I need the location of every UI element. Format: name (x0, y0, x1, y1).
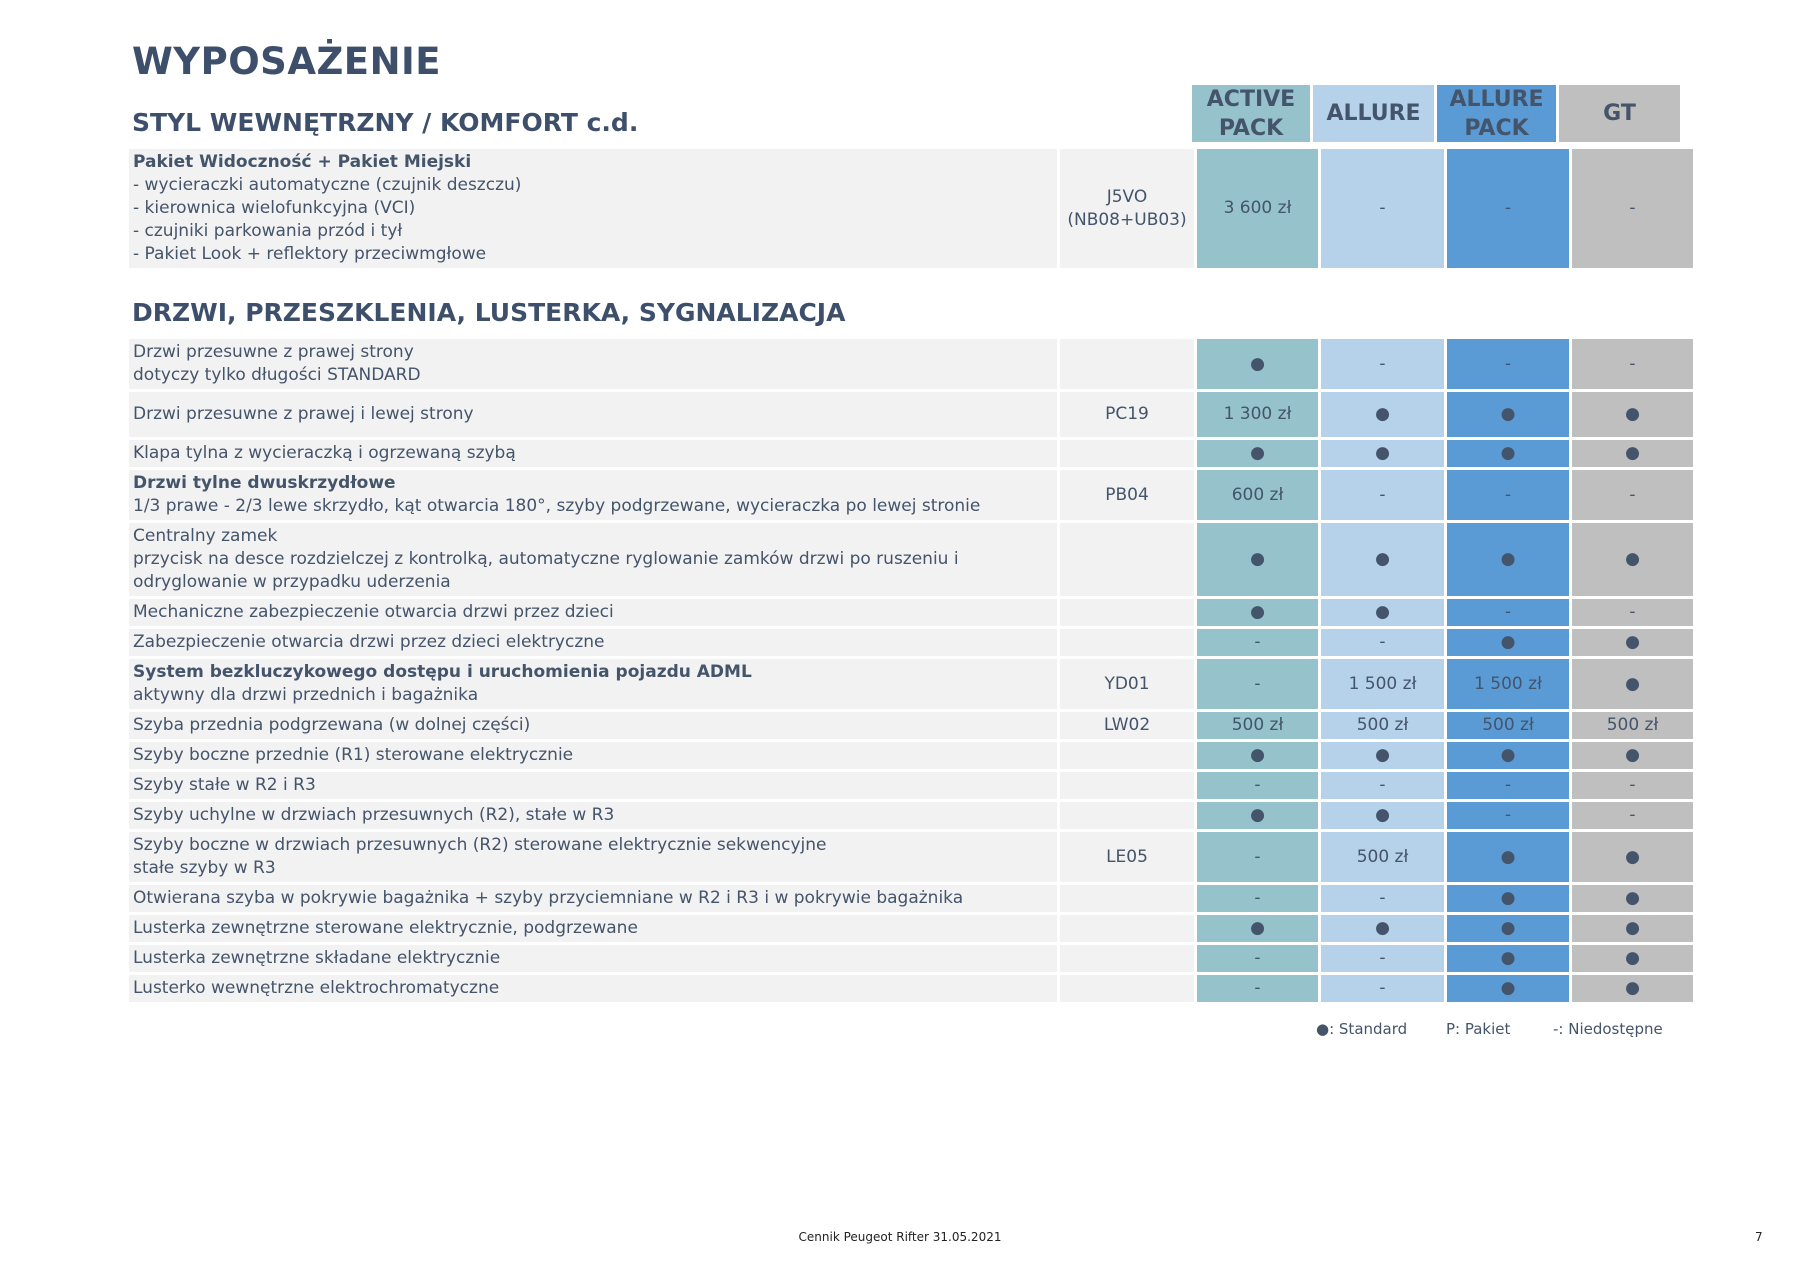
value-allure: - (1320, 338, 1446, 391)
feature-line: Pakiet Widoczność + Pakiet Miejski (133, 152, 472, 172)
option-code (1059, 598, 1196, 628)
feature-description (128, 831, 1059, 884)
value-gt: ● (1571, 391, 1695, 439)
value-gt: 500 zł (1571, 711, 1695, 741)
table-row (128, 711, 1695, 741)
option-code (1059, 884, 1196, 914)
value-gt: - (1571, 801, 1695, 831)
feature-line: Szyby stałe w R2 i R3 (133, 775, 316, 795)
value-allure: ● (1320, 741, 1446, 771)
feature-description (128, 439, 1059, 469)
value-active-pack: - (1196, 974, 1320, 1004)
value-gt: ● (1571, 522, 1695, 598)
value-active-pack: - (1196, 771, 1320, 801)
option-code: PC19 (1059, 391, 1196, 439)
value-allure-pack: 1 500 zł (1446, 658, 1571, 711)
value-allure: - (1320, 974, 1446, 1004)
value-allure: ● (1320, 598, 1446, 628)
value-gt: ● (1571, 831, 1695, 884)
value-allure: ● (1320, 914, 1446, 944)
feature-line: Lusterka zewnętrzne składane elektrycznie (133, 948, 501, 968)
value-active-pack: 1 300 zł (1196, 391, 1320, 439)
feature-description (128, 598, 1059, 628)
value-active-pack: ● (1196, 598, 1320, 628)
legend-standard: ●: Standard (1316, 1020, 1408, 1038)
table-row (128, 944, 1695, 974)
feature-line: - czujniki parkowania przód i tył (133, 221, 403, 241)
value-allure-pack: ● (1446, 974, 1571, 1004)
feature-description (128, 391, 1059, 439)
feature-description (128, 711, 1059, 741)
page-number: 7 (1755, 1230, 1763, 1244)
option-code: LE05 (1059, 831, 1196, 884)
feature-description (128, 914, 1059, 944)
feature-line: Szyby boczne przednie (R1) sterowane elektrycznie (133, 745, 574, 765)
value-allure: - (1320, 628, 1446, 658)
option-code: J5VO (NB08+UB03) (1059, 148, 1196, 270)
trim-allure-pack: ALLURE PACK (1437, 85, 1559, 142)
feature-line: Drzwi przesuwne z prawej strony (133, 342, 414, 362)
table-row (128, 439, 1695, 469)
feature-line: odryglowanie w przypadku uderzenia (133, 572, 451, 592)
feature-line: Klapa tylna z wycieraczką i ogrzewaną szybą (133, 443, 516, 463)
feature-line: Szyby boczne w drzwiach przesuwnych (R2) sterowane elektrycznie sekwencyjne (133, 835, 827, 855)
value-allure-pack: ● (1446, 944, 1571, 974)
value-allure: ● (1320, 522, 1446, 598)
value-active-pack: - (1196, 628, 1320, 658)
feature-description (128, 974, 1059, 1004)
value-allure: - (1320, 884, 1446, 914)
table-row (128, 148, 1695, 270)
table-row (128, 884, 1695, 914)
trim-allure: ALLURE (1313, 85, 1437, 142)
table-row (128, 469, 1695, 522)
table-doors (126, 336, 1696, 1005)
value-gt: - (1571, 148, 1695, 270)
feature-description (128, 522, 1059, 598)
option-code: PB04 (1059, 469, 1196, 522)
value-allure: 500 zł (1320, 831, 1446, 884)
feature-line: stałe szyby w R3 (133, 858, 276, 878)
feature-line: Centralny zamek (133, 526, 278, 546)
option-code (1059, 741, 1196, 771)
value-active-pack: ● (1196, 741, 1320, 771)
feature-line: Drzwi przesuwne z prawej i lewej strony (133, 404, 474, 424)
value-active-pack: ● (1196, 338, 1320, 391)
feature-line: przycisk na desce rozdzielczej z kontrolką, automatyczne ryglowanie zamków drzwi po ruszeniu i (133, 549, 959, 569)
feature-line: - kierownica wielofunkcyjna (VCI) (133, 198, 416, 218)
value-active-pack: ● (1196, 439, 1320, 469)
value-allure: ● (1320, 439, 1446, 469)
option-code (1059, 771, 1196, 801)
value-gt: - (1571, 469, 1695, 522)
table-row (128, 522, 1695, 598)
value-allure-pack: - (1446, 338, 1571, 391)
value-active-pack: - (1196, 658, 1320, 711)
value-active-pack: - (1196, 884, 1320, 914)
value-allure-pack: ● (1446, 831, 1571, 884)
trim-active-pack: ACTIVE PACK (1192, 85, 1313, 142)
value-active-pack: ● (1196, 914, 1320, 944)
table-row (128, 741, 1695, 771)
value-active-pack: - (1196, 944, 1320, 974)
feature-line: - wycieraczki automatyczne (czujnik deszczu) (133, 175, 522, 195)
feature-line: 1/3 prawe - 2/3 lewe skrzydło, kąt otwarcia 180°, szyby podgrzewane, wycieraczka po lewej stronie (133, 496, 981, 516)
value-active-pack: ● (1196, 801, 1320, 831)
value-allure-pack: - (1446, 148, 1571, 270)
table-row (128, 974, 1695, 1004)
option-code (1059, 522, 1196, 598)
value-gt: ● (1571, 974, 1695, 1004)
feature-line: dotyczy tylko długości STANDARD (133, 365, 421, 385)
trim-gt: GT (1559, 85, 1680, 142)
table-row (128, 338, 1695, 391)
value-active-pack: 3 600 zł (1196, 148, 1320, 270)
option-code (1059, 439, 1196, 469)
value-gt: ● (1571, 944, 1695, 974)
value-allure: ● (1320, 391, 1446, 439)
option-code (1059, 801, 1196, 831)
value-gt: ● (1571, 914, 1695, 944)
value-active-pack: ● (1196, 522, 1320, 598)
option-code: LW02 (1059, 711, 1196, 741)
table-interior (126, 146, 1696, 271)
value-allure-pack: ● (1446, 391, 1571, 439)
value-gt: ● (1571, 741, 1695, 771)
value-active-pack: 600 zł (1196, 469, 1320, 522)
feature-line: Lusterko wewnętrzne elektrochromatyczne (133, 978, 500, 998)
feature-description (128, 741, 1059, 771)
footer: Cennik Peugeot Rifter 31.05.2021 (798, 1230, 1002, 1244)
value-allure-pack: 500 zł (1446, 711, 1571, 741)
value-gt: - (1571, 598, 1695, 628)
value-allure-pack: - (1446, 771, 1571, 801)
feature-description (128, 771, 1059, 801)
value-allure-pack: ● (1446, 522, 1571, 598)
feature-line: - Pakiet Look + reflektory przeciwmgłowe (133, 244, 487, 264)
value-allure: 500 zł (1320, 711, 1446, 741)
feature-line: Lusterka zewnętrzne sterowane elektrycznie, podgrzewane (133, 918, 638, 938)
feature-line: Drzwi tylne dwuskrzydłowe (133, 473, 396, 493)
feature-line: Szyba przednia podgrzewana (w dolnej części) (133, 715, 531, 735)
value-allure: ● (1320, 801, 1446, 831)
value-allure: - (1320, 148, 1446, 270)
page-title: WYPOSAŻENIE (132, 40, 442, 83)
value-active-pack: 500 zł (1196, 711, 1320, 741)
option-code (1059, 628, 1196, 658)
value-gt: ● (1571, 884, 1695, 914)
value-allure-pack: ● (1446, 914, 1571, 944)
table-row (128, 628, 1695, 658)
feature-line: Mechaniczne zabezpieczenie otwarcia drzwi przez dzieci (133, 602, 614, 622)
value-allure: - (1320, 469, 1446, 522)
value-gt: - (1571, 771, 1695, 801)
value-allure-pack: ● (1446, 741, 1571, 771)
value-allure-pack: ● (1446, 628, 1571, 658)
legend-pakiet: P: Pakiet (1446, 1020, 1511, 1038)
table-row (128, 914, 1695, 944)
feature-line: System bezkluczykowego dostępu i uruchomienia pojazdu ADML (133, 662, 752, 682)
value-gt: ● (1571, 628, 1695, 658)
value-active-pack: - (1196, 831, 1320, 884)
value-gt: ● (1571, 439, 1695, 469)
table-row (128, 598, 1695, 628)
section-title-doors: DRZWI, PRZESZKLENIA, LUSTERKA, SYGNALIZACJA (132, 298, 846, 327)
feature-description (128, 801, 1059, 831)
option-code (1059, 974, 1196, 1004)
option-code (1059, 338, 1196, 391)
table-row (128, 771, 1695, 801)
feature-line: Zabezpieczenie otwarcia drzwi przez dzieci elektryczne (133, 632, 605, 652)
feature-line: Otwierana szyba w pokrywie bagażnika + szyby przyciemniane w R2 i R3 i w pokrywie bagażnika (133, 888, 964, 908)
value-allure: - (1320, 944, 1446, 974)
value-allure-pack: - (1446, 598, 1571, 628)
trim-header (1192, 85, 1680, 142)
feature-description (128, 884, 1059, 914)
feature-description (128, 944, 1059, 974)
feature-description (128, 469, 1059, 522)
value-allure-pack: ● (1446, 439, 1571, 469)
value-allure: 1 500 zł (1320, 658, 1446, 711)
value-allure: - (1320, 771, 1446, 801)
legend (1316, 1020, 1663, 1038)
value-gt: - (1571, 338, 1695, 391)
section-title-interior: STYL WEWNĘTRZNY / KOMFORT c.d. (132, 108, 639, 137)
option-code (1059, 944, 1196, 974)
table-row (128, 801, 1695, 831)
feature-description (128, 628, 1059, 658)
table-row (128, 658, 1695, 711)
value-allure-pack: ● (1446, 884, 1571, 914)
table-row (128, 391, 1695, 439)
feature-description (128, 658, 1059, 711)
value-allure-pack: - (1446, 469, 1571, 522)
table-row (128, 831, 1695, 884)
feature-line: aktywny dla drzwi przednich i bagażnika (133, 685, 479, 705)
option-code: YD01 (1059, 658, 1196, 711)
value-allure-pack: - (1446, 801, 1571, 831)
feature-description (128, 338, 1059, 391)
feature-line: Szyby uchylne w drzwiach przesuwnych (R2), stałe w R3 (133, 805, 615, 825)
option-code (1059, 914, 1196, 944)
legend-niedostepne: -: Niedostępne (1553, 1020, 1663, 1038)
feature-description (128, 148, 1059, 270)
value-gt: ● (1571, 658, 1695, 711)
